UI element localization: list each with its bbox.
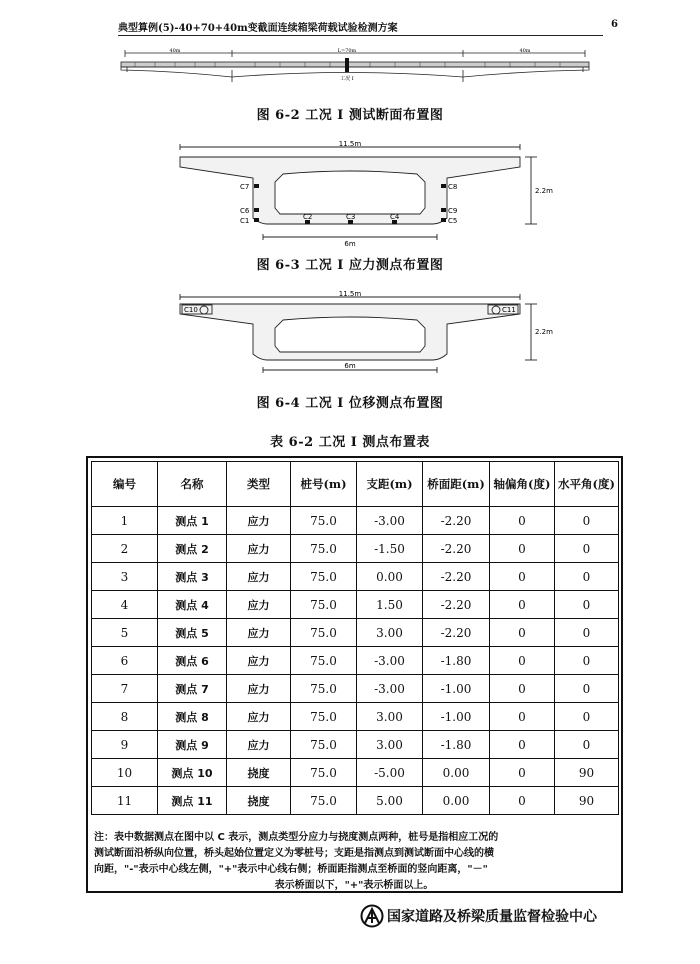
disp-width-bottom-label: 6m xyxy=(344,362,356,370)
cell-axial-angle: 0 xyxy=(490,759,555,787)
cell-deck-distance: -1.80 xyxy=(423,647,490,675)
cell-id: 1 xyxy=(92,507,158,535)
cell-offset: 3.00 xyxy=(357,619,423,647)
figure-62-caption: 图 6-2 工况 I 测试断面布置图 xyxy=(256,108,444,123)
cell-axial-angle: 0 xyxy=(490,619,555,647)
cell-station: 75.0 xyxy=(291,703,357,731)
footer xyxy=(360,903,597,929)
point-c10-label: C10 xyxy=(184,306,198,314)
cell-deck-distance: -2.20 xyxy=(423,619,490,647)
point-c6-marker xyxy=(254,208,259,212)
cell-deck-distance: -1.00 xyxy=(423,703,490,731)
point-c9-marker xyxy=(441,208,446,212)
cell-axial-angle: 0 xyxy=(490,647,555,675)
cell-type: 应力 xyxy=(227,731,291,759)
cell-offset: 3.00 xyxy=(357,731,423,759)
cell-name: 测点 6 xyxy=(158,647,227,675)
cell-type: 应力 xyxy=(227,675,291,703)
cell-name: 测点 7 xyxy=(158,675,227,703)
header-divider xyxy=(118,35,603,36)
cell-name: 测点 1 xyxy=(158,507,227,535)
col-header-id: 编号 xyxy=(92,462,158,507)
cell-id: 3 xyxy=(92,563,158,591)
disp-width-top-label: 11.5m xyxy=(338,290,362,298)
cell-deck-distance: -2.20 xyxy=(423,507,490,535)
cell-station: 75.0 xyxy=(291,647,357,675)
col-header-axial-angle: 轴偏角(度) xyxy=(490,462,555,507)
cell-type: 挠度 xyxy=(227,759,291,787)
cell-axial-angle: 0 xyxy=(490,675,555,703)
point-c3-label: C3 xyxy=(346,213,356,221)
cell-type: 应力 xyxy=(227,619,291,647)
test-section-marker xyxy=(345,58,349,72)
span-mid-label: L=70m xyxy=(337,48,357,54)
cell-name: 测点 3 xyxy=(158,563,227,591)
cell-offset: -3.00 xyxy=(357,675,423,703)
document-header-title: 典型算例(5)-40+70+40m变截面连续箱梁荷载试验检测方案 xyxy=(118,23,398,34)
figure-64-caption: 图 6-4 工况 I 位移测点布置图 xyxy=(256,396,444,411)
table-row xyxy=(92,703,619,731)
section-label: 工况 I xyxy=(340,76,354,82)
cell-name: 测点 5 xyxy=(158,619,227,647)
span-left-label: 40m xyxy=(169,48,181,54)
table-row xyxy=(92,731,619,759)
note-line: 向距，"-"表示中心线左侧，"+"表示中心线右侧；桥面距指测点至桥面的竖向距离，"－" xyxy=(94,864,488,875)
cell-offset: -3.00 xyxy=(357,647,423,675)
table-header-row xyxy=(92,462,619,507)
org-name: 国家道路及桥梁质量监督检验中心 xyxy=(387,909,597,925)
points-table xyxy=(91,461,619,815)
cell-horizontal-angle: 90 xyxy=(555,787,619,815)
cell-offset: -5.00 xyxy=(357,759,423,787)
cell-horizontal-angle: 0 xyxy=(555,647,619,675)
cell-horizontal-angle: 0 xyxy=(555,675,619,703)
cell-type: 挠度 xyxy=(227,787,291,815)
cell-type: 应力 xyxy=(227,563,291,591)
table-row xyxy=(92,535,619,563)
cell-id: 11 xyxy=(92,787,158,815)
cell-id: 5 xyxy=(92,619,158,647)
point-c7-label: C7 xyxy=(240,183,250,191)
point-c5-label: C5 xyxy=(448,217,458,225)
table-row xyxy=(92,591,619,619)
cell-station: 75.0 xyxy=(291,563,357,591)
cell-axial-angle: 0 xyxy=(490,731,555,759)
cell-offset: 5.00 xyxy=(357,787,423,815)
table-row xyxy=(92,619,619,647)
figure-displacement-cross-section xyxy=(175,290,555,376)
table-row xyxy=(92,563,619,591)
cell-deck-distance: 0.00 xyxy=(423,787,490,815)
col-header-station: 桩号(m) xyxy=(291,462,357,507)
cell-deck-distance: 0.00 xyxy=(423,759,490,787)
cell-axial-angle: 0 xyxy=(490,591,555,619)
cell-name: 测点 9 xyxy=(158,731,227,759)
cell-station: 75.0 xyxy=(291,731,357,759)
cell-horizontal-angle: 0 xyxy=(555,535,619,563)
table-row xyxy=(92,647,619,675)
cell-horizontal-angle: 0 xyxy=(555,619,619,647)
span-right-label: 40m xyxy=(519,48,531,54)
cell-axial-angle: 0 xyxy=(490,535,555,563)
cell-horizontal-angle: 0 xyxy=(555,507,619,535)
cell-offset: 1.50 xyxy=(357,591,423,619)
cell-horizontal-angle: 0 xyxy=(555,731,619,759)
cell-station: 75.0 xyxy=(291,759,357,787)
stress-height-label: 2.2m xyxy=(535,187,553,195)
cell-id: 7 xyxy=(92,675,158,703)
cell-station: 75.0 xyxy=(291,507,357,535)
note-line: 测试断面沿桥纵向位置，桥头起始位置定义为零桩号；支距是指测点到测试断面中心线的横 xyxy=(94,848,494,859)
figure-bridge-elevation xyxy=(115,48,605,86)
cell-axial-angle: 0 xyxy=(490,787,555,815)
cell-station: 75.0 xyxy=(291,619,357,647)
cell-horizontal-angle: 0 xyxy=(555,703,619,731)
cell-offset: -3.00 xyxy=(357,507,423,535)
cell-id: 6 xyxy=(92,647,158,675)
cell-offset: -1.50 xyxy=(357,535,423,563)
cell-deck-distance: -2.20 xyxy=(423,563,490,591)
note-line: 注：表中数据测点在图中以 C 表示，测点类型分应力与挠度测点两种，桩号是指相应工况的 xyxy=(94,832,499,843)
cell-id: 8 xyxy=(92,703,158,731)
cell-axial-angle: 0 xyxy=(490,703,555,731)
point-c11-label: C11 xyxy=(502,306,516,314)
cell-id: 2 xyxy=(92,535,158,563)
cell-type: 应力 xyxy=(227,703,291,731)
point-c6-label: C6 xyxy=(240,207,250,215)
cell-type: 应力 xyxy=(227,535,291,563)
col-header-deck-distance: 桥面距(m) xyxy=(423,462,490,507)
cell-deck-distance: -2.20 xyxy=(423,591,490,619)
cell-deck-distance: -1.00 xyxy=(423,675,490,703)
cell-offset: 0.00 xyxy=(357,563,423,591)
col-header-type: 类型 xyxy=(227,462,291,507)
figure-63-caption: 图 6-3 工况 I 应力测点布置图 xyxy=(256,258,444,273)
col-header-name: 名称 xyxy=(158,462,227,507)
col-header-offset: 支距(m) xyxy=(357,462,423,507)
cell-horizontal-angle: 0 xyxy=(555,563,619,591)
cell-offset: 3.00 xyxy=(357,703,423,731)
point-c8-marker xyxy=(441,184,446,188)
cell-deck-distance: -2.20 xyxy=(423,535,490,563)
cell-horizontal-angle: 0 xyxy=(555,591,619,619)
table-row xyxy=(92,759,619,787)
col-header-horizontal-angle: 水平角(度) xyxy=(555,462,619,507)
cell-name: 测点 2 xyxy=(158,535,227,563)
cell-type: 应力 xyxy=(227,507,291,535)
cell-axial-angle: 0 xyxy=(490,507,555,535)
cell-station: 75.0 xyxy=(291,535,357,563)
point-c1-marker xyxy=(254,218,259,222)
point-c4-label: C4 xyxy=(390,213,400,221)
stress-width-bottom-label: 6m xyxy=(344,240,356,248)
table-body xyxy=(92,507,619,815)
cell-name: 测点 4 xyxy=(158,591,227,619)
table-note xyxy=(94,830,614,894)
cell-name: 测点 8 xyxy=(158,703,227,731)
cell-station: 75.0 xyxy=(291,591,357,619)
stress-width-top-label: 11.5m xyxy=(338,140,362,148)
cell-station: 75.0 xyxy=(291,675,357,703)
figure-stress-cross-section xyxy=(175,140,555,248)
note-line: 表示桥面以下，"+"表示桥面以上。 xyxy=(274,880,434,891)
org-logo-icon xyxy=(360,904,384,928)
disp-height-label: 2.2m xyxy=(535,328,553,336)
table-row xyxy=(92,787,619,815)
cell-horizontal-angle: 90 xyxy=(555,759,619,787)
cell-type: 应力 xyxy=(227,647,291,675)
page-number: 6 xyxy=(611,19,618,30)
point-c5-marker xyxy=(441,218,446,222)
cell-id: 10 xyxy=(92,759,158,787)
point-c2-label: C2 xyxy=(303,213,313,221)
cell-axial-angle: 0 xyxy=(490,563,555,591)
point-c1-label: C1 xyxy=(240,217,250,225)
table-row xyxy=(92,675,619,703)
table-title: 表 6-2 工况 I 测点布置表 xyxy=(270,435,430,450)
cell-type: 应力 xyxy=(227,591,291,619)
cell-deck-distance: -1.80 xyxy=(423,731,490,759)
point-c9-label: C9 xyxy=(448,207,458,215)
cell-name: 测点 10 xyxy=(158,759,227,787)
table-row xyxy=(92,507,619,535)
cell-name: 测点 11 xyxy=(158,787,227,815)
measurement-point-table xyxy=(86,456,623,893)
point-c8-label: C8 xyxy=(448,183,458,191)
cell-station: 75.0 xyxy=(291,787,357,815)
cell-id: 4 xyxy=(92,591,158,619)
point-c7-marker xyxy=(254,184,259,188)
cell-id: 9 xyxy=(92,731,158,759)
